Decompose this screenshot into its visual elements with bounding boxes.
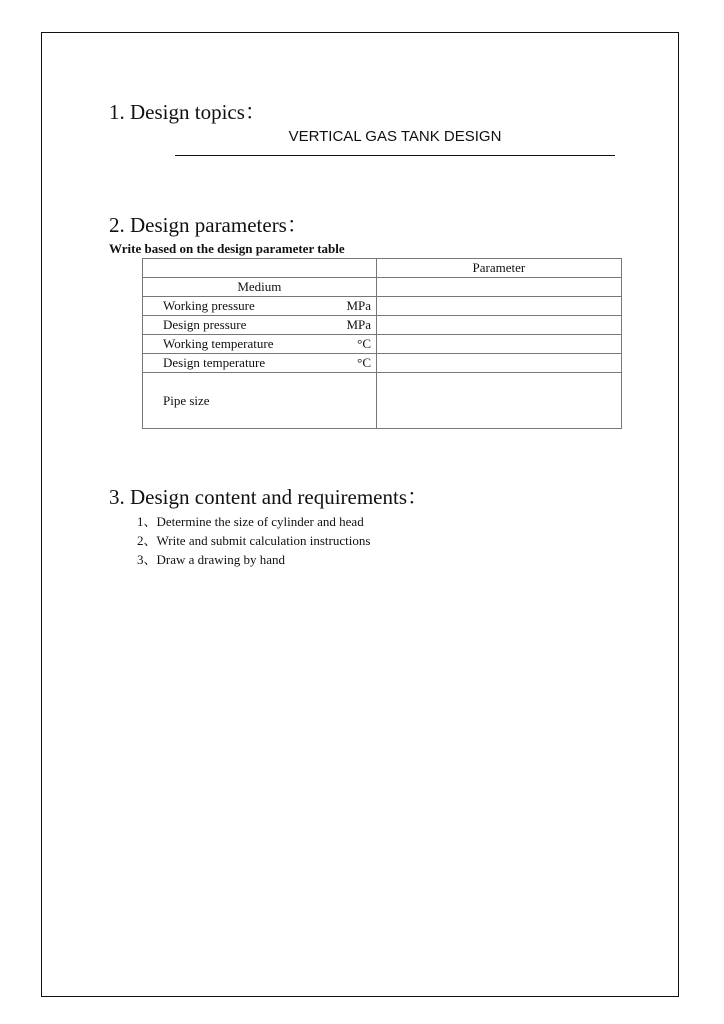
value-cell[interactable] (376, 278, 621, 297)
row-working-temperature: Working temperature (163, 336, 274, 351)
table-row (143, 354, 622, 373)
unit-label: °C (357, 336, 371, 351)
row-medium: Medium (143, 278, 377, 297)
design-topic: VERTICAL GAS TANK DESIGN (288, 128, 502, 145)
row-pipe-size: Pipe size (163, 392, 210, 408)
table-row (143, 278, 622, 297)
value-cell[interactable] (376, 297, 621, 316)
unit-label: °C (357, 355, 371, 370)
topic-underline (175, 155, 615, 156)
parameter-header: Parameter (376, 259, 621, 278)
unit-label: MPa (346, 317, 371, 332)
table-row (143, 335, 622, 354)
requirement-item: 1、Determine the size of cylinder and head (137, 514, 364, 529)
row-design-temperature: Design temperature (163, 355, 266, 370)
section-3-heading: 3. Design content and requirements： (109, 485, 428, 509)
table-row (143, 316, 622, 335)
value-cell[interactable] (376, 373, 621, 429)
requirement-item: 3、Draw a drawing by hand (137, 552, 286, 567)
value-cell[interactable] (376, 335, 621, 354)
parameter-table (142, 258, 622, 429)
row-working-pressure: Working pressure (163, 298, 255, 313)
section-2-heading: 2. Design parameters： (109, 213, 308, 237)
requirement-item: 2、Write and submit calculation instructions (137, 533, 371, 548)
value-cell[interactable] (376, 354, 621, 373)
value-cell[interactable] (376, 316, 621, 335)
section-1-heading: 1. Design topics： (109, 100, 266, 124)
row-design-pressure: Design pressure (163, 317, 247, 332)
table-header-row (143, 259, 622, 278)
table-row (143, 373, 622, 429)
table-row (143, 297, 622, 316)
unit-label: MPa (346, 298, 371, 313)
parameter-table-note: Write based on the design parameter table (109, 241, 345, 256)
